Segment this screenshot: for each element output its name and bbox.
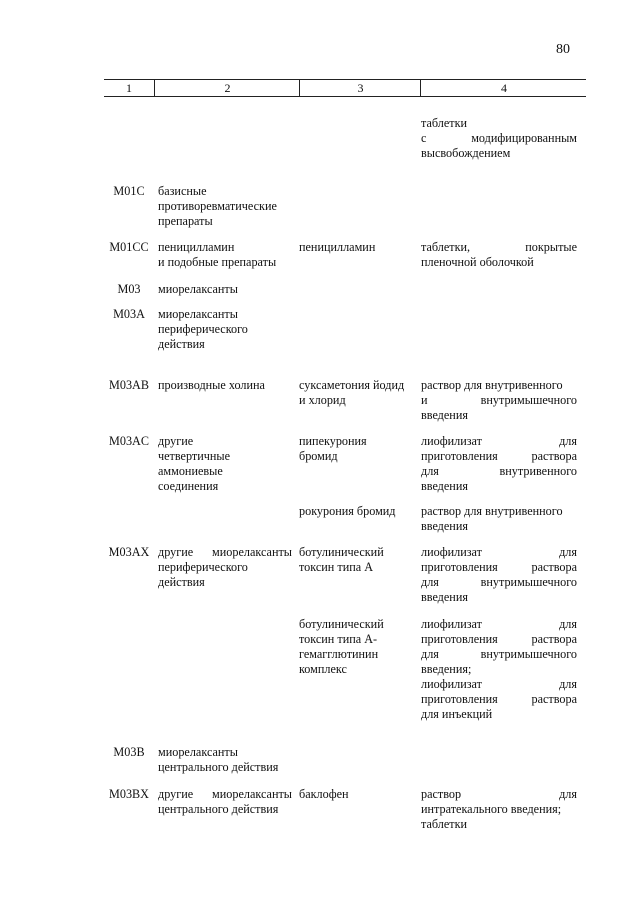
dosage-form-line: интратекального введения; [421,802,562,816]
dosage-form-line: раствор для [421,787,577,801]
drug-name-line: ботулинический [299,617,384,631]
dosage-form-line: раствор для внутривенного [421,378,563,392]
dosage-form-line: для внутримышечного [421,575,577,589]
header-cell: 4 [420,80,587,96]
anatomical-group-line: периферического [158,322,248,336]
dosage-form-line: пленочной оболочкой [421,255,534,269]
anatomical-group-line: противоревматические [158,199,277,213]
dosage-form-line: введения [421,519,468,533]
anatomical-group-line: базисные [158,184,207,198]
atc-code: M01C [113,184,145,198]
anatomical-group-line: производные холина [158,378,265,392]
dosage-form [421,240,577,270]
anatomical-group-line: миорелаксанты [158,307,238,321]
dosage-form-line: приготовления раствора [421,449,577,463]
dosage-form-line: для внутримышечного [421,647,577,661]
dosage-form-line: для инъекций [421,707,493,721]
drug-name [299,434,417,464]
anatomical-group-line: препараты [158,214,213,228]
drug-name-line: суксаметония йодид [299,378,405,392]
anatomical-group-line: другие миорелаксанты [158,545,292,559]
anatomical-group-line: миорелаксанты [158,745,238,759]
drug-name-line: рокурония бромид [299,504,396,518]
anatomical-group [158,378,292,393]
header-cell: 2 [154,80,300,96]
drug-name-line: бромид [299,449,338,463]
dosage-form-line: приготовления раствора [421,632,577,646]
anatomical-group [158,745,292,775]
dosage-form-line: для внутривенного [421,464,577,478]
dosage-form-line: лиофилизат для [421,617,577,631]
dosage-form-line: таблетки, покрытые [421,240,577,254]
atc-code: M03B [113,745,145,759]
atc-code: M03AX [108,545,150,559]
drug-name-line: гемагглютинин [299,647,379,661]
dosage-form [421,434,577,494]
dosage-form-line: введения; [421,662,472,676]
drug-name [299,240,417,255]
dosage-form-line: раствор для внутривенного [421,504,563,518]
dosage-form-line: приготовления раствора [421,692,577,706]
drug-name-line: комплекс [299,662,347,676]
drug-name [299,378,417,408]
dosage-form-line: лиофилизат для [421,545,577,559]
anatomical-group [158,434,292,494]
atc-code: M03BX [109,787,149,801]
anatomical-group-line: действия [158,337,205,351]
atc-code: M03AB [109,378,149,392]
atc-code: M03AC [109,434,149,448]
dosage-form [421,545,577,605]
table-header-row [104,79,586,97]
dosage-form-line: таблетки [421,116,468,130]
anatomical-group-line: центрального действия [158,760,279,774]
dosage-form-line: приготовления раствора [421,560,577,574]
drug-name-line: пипекурония [299,434,367,448]
anatomical-group-line: центрального действия [158,802,279,816]
anatomical-group [158,307,292,352]
drug-name [299,545,417,575]
dosage-form-line: введения [421,590,468,604]
anatomical-group-line: действия [158,575,205,589]
anatomical-group-line: другие [158,434,194,448]
anatomical-group-line: аммониевые [158,464,223,478]
anatomical-group [158,184,292,229]
anatomical-group [158,240,292,270]
anatomical-group-line: периферического [158,560,248,574]
dosage-form-line: введения [421,479,468,493]
drug-name [299,787,417,802]
dosage-form-line: лиофилизат для [421,677,577,691]
anatomical-group-line: другие миорелаксанты [158,787,292,801]
dosage-form [421,617,577,722]
dosage-form-line: и внутримышечного [421,393,577,407]
dosage-form-line: введения [421,408,468,422]
header-cell: 1 [126,81,132,95]
drug-name-line: пеницилламин [299,240,376,254]
page-number: 80 [556,42,570,57]
drug-name [299,504,417,519]
dosage-form-line: лиофилизат для [421,434,577,448]
drug-name [299,617,417,677]
dosage-form [421,378,577,423]
dosage-form-line: высвобождением [421,146,511,160]
dosage-form [421,787,577,832]
dosage-form [421,504,577,534]
drug-name-line: баклофен [299,787,349,801]
drug-name-line: и хлорид [299,393,346,407]
anatomical-group-line: соединения [158,479,219,493]
header-cell: 3 [299,80,421,96]
anatomical-group-line: четвертичные [158,449,230,463]
atc-code: M03 [117,282,141,296]
drug-name-line: токсин типа А [299,560,374,574]
anatomical-group [158,282,292,297]
drug-name-line: ботулинический [299,545,384,559]
anatomical-group [158,787,292,817]
drug-name-line: токсин типа А- [299,632,378,646]
anatomical-group-line: пеницилламин [158,240,235,254]
anatomical-group-line: миорелаксанты [158,282,238,296]
dosage-form-line: таблетки [421,817,468,831]
dosage-form-line: с модифицированным [421,131,577,145]
anatomical-group [158,545,292,590]
atc-code: M01CC [109,240,149,254]
dosage-form [421,116,577,161]
atc-code: M03A [113,307,145,321]
anatomical-group-line: и подобные препараты [158,255,277,269]
